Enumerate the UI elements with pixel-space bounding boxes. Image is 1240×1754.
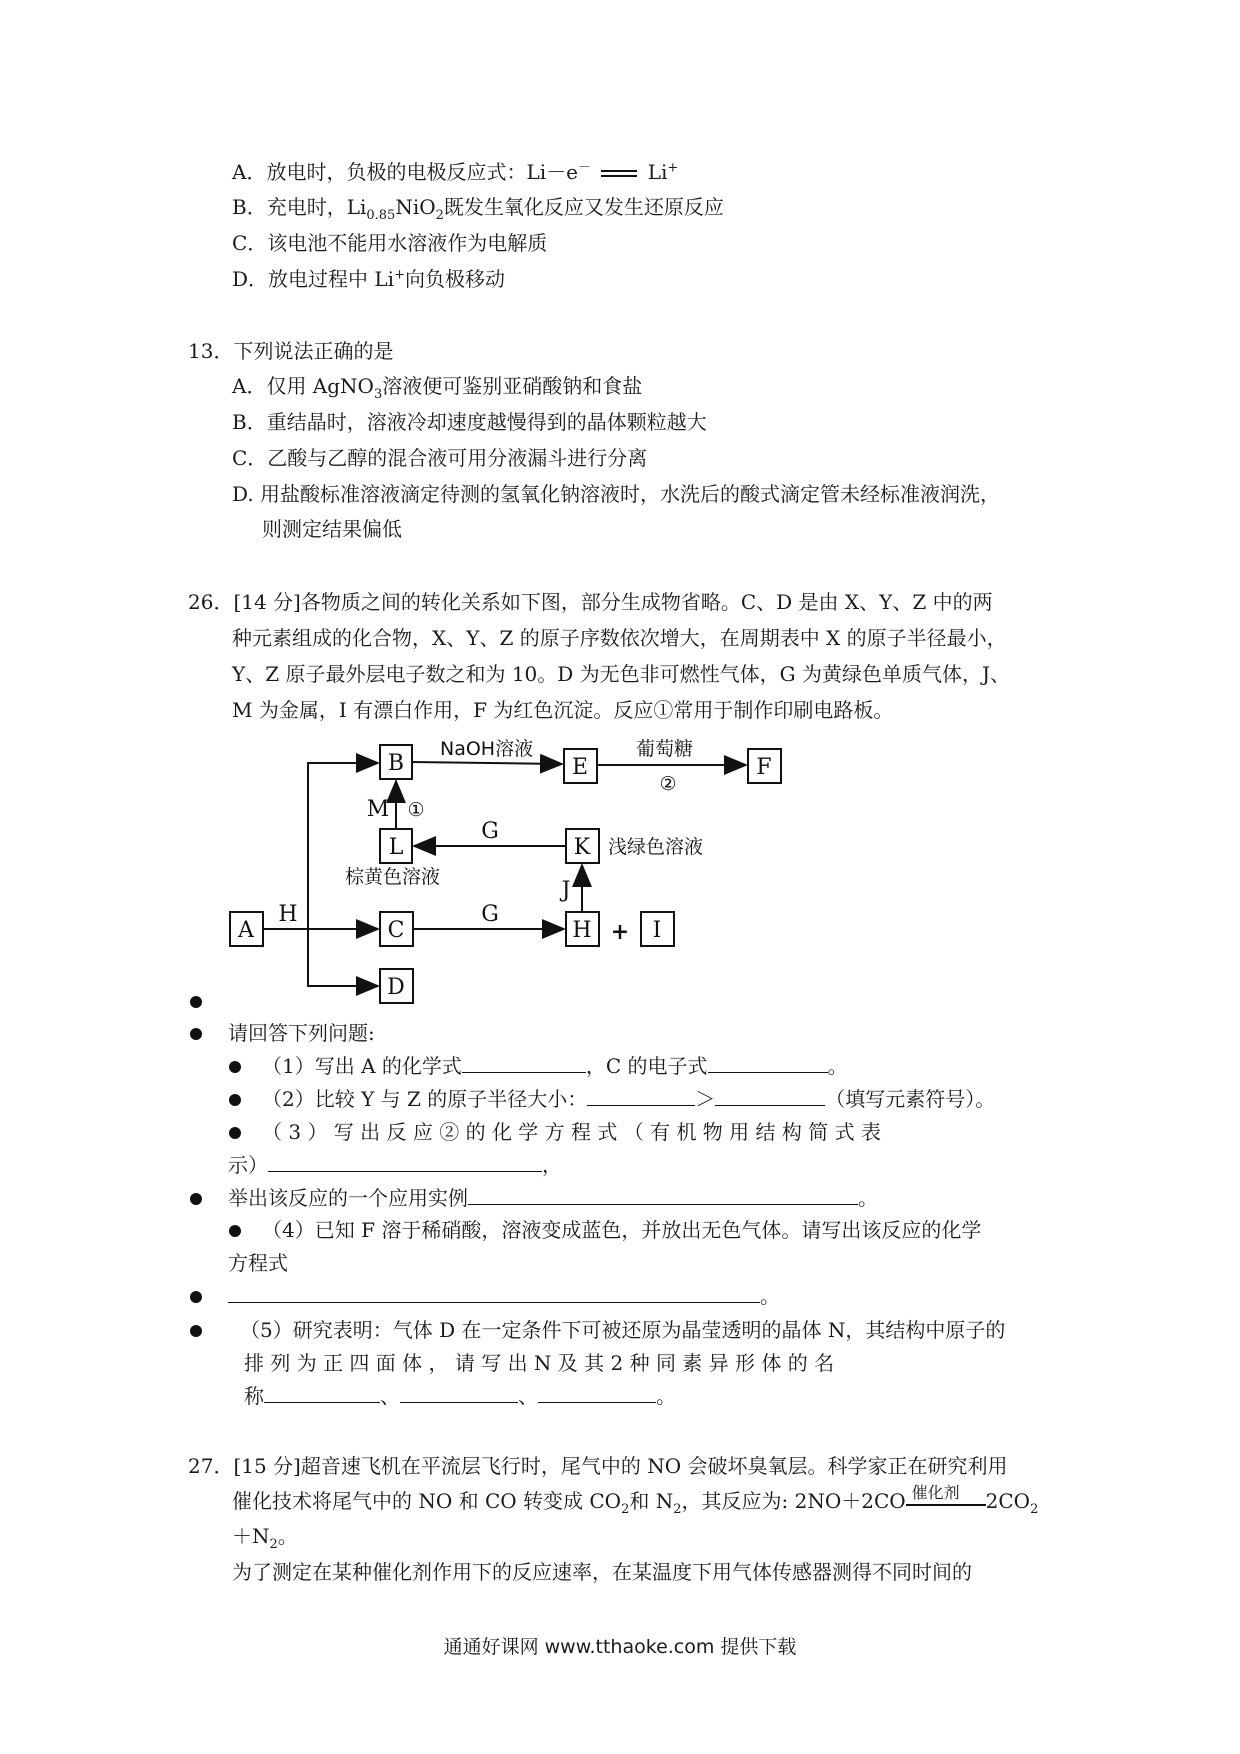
q26-line-3: Y、Z 原子最外层电子数之和为 10。D 为无色非可燃性气体，G 为黄绿色单质气体，J、 — [232, 662, 1011, 686]
bullet-dot — [229, 1061, 241, 1073]
box-l-label: L — [388, 835, 404, 860]
catalyst-arrow — [906, 1482, 986, 1513]
box-c-label: C — [387, 918, 405, 943]
answer-blank-radius-2[interactable] — [715, 1087, 825, 1106]
box-h-label: H — [572, 918, 592, 943]
bullet-dot — [229, 1127, 241, 1139]
answer-blank-allotrope-2[interactable] — [400, 1384, 518, 1403]
q12-option-a: A．放电时，负极的电极反应式：Li－e－ Li+ — [232, 160, 679, 184]
j-label: J — [561, 878, 571, 903]
answer-blank-allotrope-1[interactable] — [264, 1384, 380, 1403]
catalyst-label: 催化剂 — [911, 1482, 960, 1502]
q13-stem: 13．下列说法正确的是 — [188, 339, 394, 363]
q26-part-4-line2: 方程式 — [228, 1251, 288, 1275]
q27-line-2: 催化技术将尾气中的 NO 和 CO 转变成 $CO_2$和 $N_2$，其反应为: 2NO＋2CO 催化剂 $2CO_2$ — [232, 1487, 1038, 1515]
h-label: H — [278, 902, 298, 927]
reaction-2-label: ② — [659, 773, 677, 795]
box-f-label: F — [756, 755, 772, 780]
answer-blank-a-formula[interactable] — [462, 1054, 586, 1073]
g-bottom-label: G — [481, 902, 499, 927]
bullet-dot — [190, 1291, 202, 1303]
catalyst-equals-line — [906, 1504, 986, 1506]
answer-blank-equation-4[interactable] — [228, 1284, 760, 1303]
q26-part-2: （2）比较 Y 与 Z 的原子半径大小： ＞ （填写元素符号）。 — [262, 1087, 996, 1111]
bullet-dot — [190, 1193, 202, 1205]
q26-part-4-line1: （4）已知 F 溶于稀硝酸，溶液变成蓝色，并放出无色气体。请写出该反应的化学 — [262, 1218, 982, 1242]
q13-option-a: A．仅用 AgNO$_3$溶液便可鉴别亚硝酸钠和食盐 — [232, 374, 643, 402]
q26-prompt: 请回答下列问题: — [228, 1021, 375, 1045]
answer-blank-equation-2[interactable] — [268, 1153, 542, 1172]
box-i-label: I — [652, 918, 662, 943]
bullet-dot — [229, 1225, 241, 1237]
q13-option-b: B．重结晶时，溶液冷却速度越慢得到的晶体颗粒越大 — [232, 410, 707, 434]
box-d-label: D — [387, 975, 405, 1000]
answer-blank-c-electron[interactable] — [708, 1054, 828, 1073]
page-footer: 通通好课网 www.tthaoke.com 提供下载 — [443, 1636, 797, 1658]
glucose-label: 葡萄糖 — [636, 738, 694, 760]
box-k-label: K — [573, 835, 591, 860]
box-a-label: A — [238, 918, 254, 943]
answer-blank-allotrope-3[interactable] — [538, 1384, 656, 1403]
k-note: 浅绿色溶液 — [608, 836, 704, 858]
q26-part-3-line2: 示） ， — [228, 1153, 562, 1177]
plus-sign: + — [610, 919, 630, 945]
bullet-dot — [229, 1094, 241, 1106]
q26-part-3-line1: （ 3 ） 写 出 反 应 ② 的 化 学 方 程 式 （ 有 机 物 用 结 构 简 式 表 — [262, 1120, 881, 1144]
box-e-label: E — [571, 755, 589, 780]
bullet-dot — [190, 996, 202, 1008]
bullet-dot — [190, 1028, 202, 1040]
naoh-label: NaOH溶液 — [440, 738, 534, 760]
reaction-1-label: ① — [407, 799, 425, 821]
q26-line-1: 26．[14 分]各物质之间的转化关系如下图，部分生成物省略。C、D 是由 X、Y、Z 中的两 — [188, 590, 993, 614]
q13-option-c: C．乙酸与乙醇的混合液可用分液漏斗进行分离 — [232, 446, 648, 470]
q26-part-4-answer: 。 — [228, 1282, 780, 1310]
q26-part-5-line2: 排 列 为 正 四 面 体 ， 请 写 出 N 及 其 2 种 同 素 异 形 体 的 名 — [244, 1351, 835, 1375]
q26-part-1: （1）写出 A 的化学式 ，C 的电子式 。 — [262, 1054, 848, 1078]
q26-line-4: M 为金属，I 有漂白作用，F 为红色沉淀。反应①常用于制作印刷电路板。 — [232, 698, 894, 722]
q26-part-5-line3: 称 、 、 。 — [244, 1384, 676, 1408]
q13-option-d-line1: D. 用盐酸标准溶液滴定待测的氢氧化钠溶液时，水洗后的酸式滴定管未经标准液润洗， — [232, 482, 1001, 506]
q13-option-d-line2: 则测定结果偏低 — [262, 517, 402, 541]
l-note: 棕黄色溶液 — [345, 866, 441, 888]
q27-line-3: $+N_2$。 — [232, 1524, 298, 1552]
answer-blank-application[interactable] — [468, 1186, 858, 1205]
q26-part-5-line1: （5）研究表明：气体 D 在一定条件下可被还原为晶莹透明的晶体 N，其结构中原子的 — [240, 1318, 1006, 1342]
box-b-label: B — [387, 751, 405, 776]
q27-line-4: 为了测定在某种催化剂作用下的反应速率，在某温度下用气体传感器测得不同时间的 — [232, 1560, 972, 1584]
q12-option-c: C．该电池不能用水溶液作为电解质 — [232, 231, 548, 255]
answer-blank-radius-1[interactable] — [587, 1087, 695, 1106]
g-top-label: G — [481, 819, 499, 844]
q27-line-1: 27．[15 分]超音速飞机在平流层飞行时，尾气中的 NO 会破坏臭氧层。科学家正在研究利用 — [188, 1454, 1008, 1478]
q26-part-3-application: 举出该反应的一个应用实例 。 — [228, 1186, 878, 1210]
m-label: M — [366, 797, 390, 822]
q12-option-b: B．充电时，$Li_{0.85}NiO_2$既发生氧化反应又发生还原反应 — [232, 195, 724, 223]
q12-option-d: D．放电过程中 Li+向负极移动 — [232, 267, 505, 291]
q26-line-2: 种元素组成的化合物，X、Y、Z 的原子序数依次增大，在周期表中 X 的原子半径最小， — [232, 626, 1007, 650]
bullet-dot — [190, 1325, 202, 1337]
